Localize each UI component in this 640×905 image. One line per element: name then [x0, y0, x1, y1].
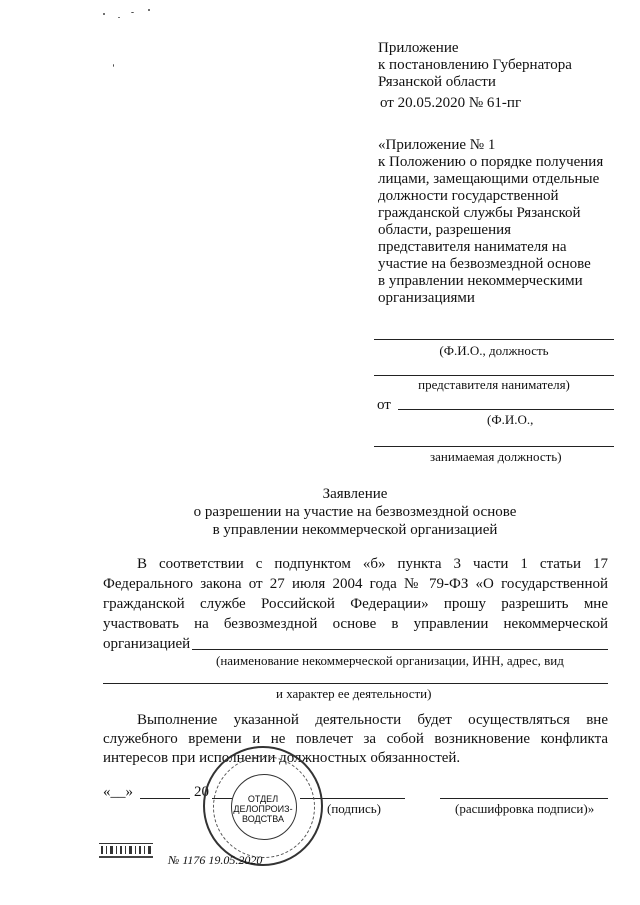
year-prefix: 20 — [194, 784, 209, 800]
body-paragraph-1-line: организацией — [103, 636, 191, 652]
appendix-line: в управлении некоммерческими — [378, 273, 583, 289]
scan-speck — [103, 13, 105, 15]
date-prefix: «__» — [103, 784, 133, 800]
appendix-line: участие на безвозмездной основе — [378, 256, 591, 272]
appendix-line: области, разрешения — [378, 222, 512, 238]
body-paragraph-2-line: служебного времени и не повлечет за собой возникновение конфликта — [103, 731, 608, 747]
document-subtitle-1: о разрешении на участие на безвозмездной основе — [193, 504, 517, 520]
registration-number: № 1176 19.05.2020 — [168, 853, 263, 867]
office-stamp — [203, 746, 323, 866]
body-paragraph-1-line: В соответствии с подпунктом «б» пункта 3 части 1 статьи 17 — [137, 556, 608, 572]
appendix-line: организациями — [378, 290, 475, 306]
fill-line-from — [398, 409, 614, 410]
addressee-caption-2: представителя нанимателя) — [418, 377, 570, 392]
addressee-caption-1: (Ф.И.О., должность — [439, 343, 549, 358]
appendix-line: представителя нанимателя на — [378, 239, 567, 255]
scan-speck — [148, 9, 150, 11]
appendix-line: «Приложение № 1 — [378, 137, 496, 153]
fill-line-decode — [440, 798, 608, 799]
fill-line-addressee-1 — [374, 339, 614, 340]
body-paragraph-2-line: интересов при исполнении должностных обязанностей. — [103, 750, 461, 766]
body-paragraph-1-line: Федерального закона от 27 июля 2004 года № 79-ФЗ «О государственной — [103, 576, 608, 592]
fill-line-addressee-3 — [374, 446, 614, 447]
document-title: Заявление — [322, 486, 388, 502]
header-line-3: Рязанской области — [378, 74, 496, 90]
appendix-line: должности государственной — [378, 188, 559, 204]
header-line-4: от 20.05.2020 № 61-пг — [380, 95, 522, 111]
body-paragraph-2-line: Выполнение указанной деятельности будет осуществляться вне — [137, 712, 608, 728]
scan-speck — [113, 64, 114, 67]
fill-line-organization-2 — [103, 683, 608, 684]
organization-caption-1: (наименование некоммерческой организации, ИНН, адрес, вид — [216, 653, 564, 668]
body-paragraph-1-line: участвовать на безвозмездной основе в управлении некоммерческой — [103, 616, 608, 632]
header-line-2: к постановлению Губернатора — [378, 57, 572, 73]
appendix-line: лицами, замещающими отдельные — [378, 171, 600, 187]
body-paragraph-1-line: гражданской службе Российской Федерации» прошу разрешить мне — [103, 596, 608, 612]
fill-line-addressee-2 — [374, 375, 614, 376]
appendix-line: гражданской службы Рязанской — [378, 205, 581, 221]
appendix-line: к Положению о порядке получения — [378, 154, 604, 170]
signature-caption: (подпись) — [327, 801, 381, 816]
fill-line-organization — [192, 649, 608, 650]
scan-speck — [131, 12, 134, 13]
barcode-icon — [99, 841, 153, 859]
stamp-text: ОТДЕЛ ДЕЛОПРОИЗ- ВОДСТВА — [233, 794, 293, 824]
addressee-caption-3: (Ф.И.О., — [487, 412, 534, 427]
fill-line-month — [140, 798, 190, 799]
organization-caption-2: и характер ее деятельности) — [276, 686, 432, 701]
document-subtitle-2: в управлении некоммерческой организацией — [212, 522, 498, 538]
addressee-caption-4: занимаемая должность) — [430, 449, 562, 464]
decode-caption: (расшифровка подписи)» — [455, 801, 595, 816]
header-line-1: Приложение — [378, 40, 459, 56]
scan-speck — [118, 17, 120, 18]
from-label: от — [377, 397, 391, 413]
